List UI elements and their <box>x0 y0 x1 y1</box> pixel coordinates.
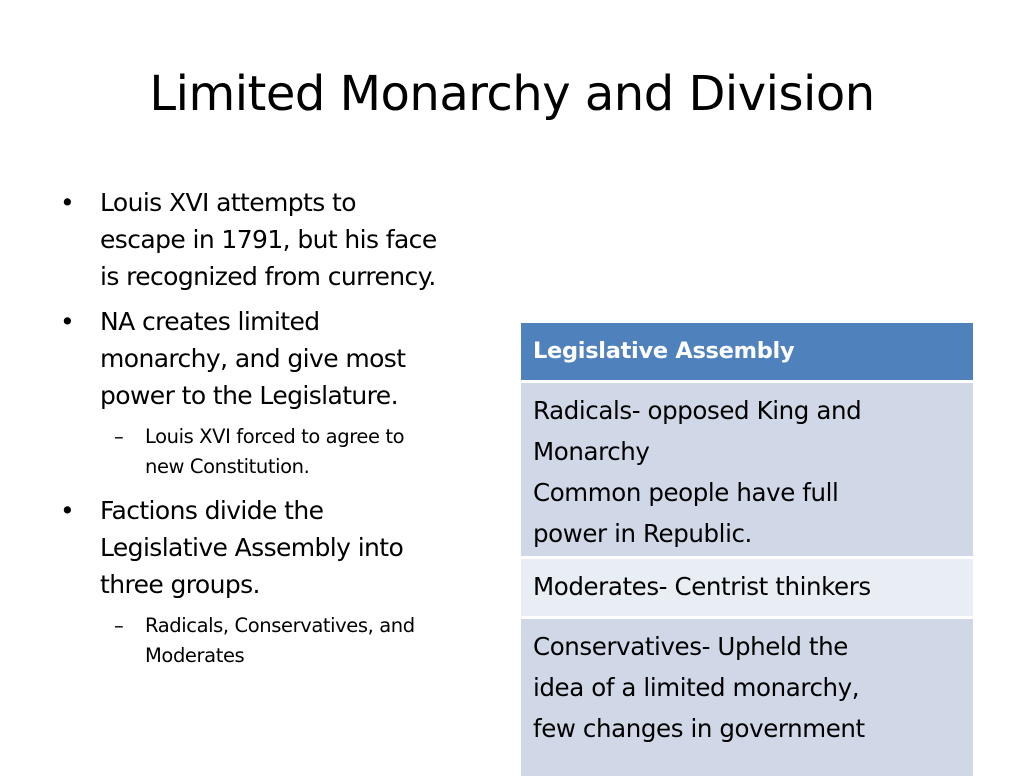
sub-bullet-marker: – <box>114 614 124 637</box>
bullet-line: Louis XVI attempts to <box>100 188 356 217</box>
sub-bullet-marker: – <box>114 425 124 448</box>
table-row-radicals <box>521 383 973 559</box>
table-cell-line: Monarchy <box>533 437 650 466</box>
table-cell-line: idea of a limited monarchy, <box>533 673 860 702</box>
bullet-line: Legislative Assembly into <box>100 533 404 562</box>
bullet-line: three groups. <box>100 570 260 599</box>
bullet-line: monarchy, and give most <box>100 344 406 373</box>
bullet-line: power to the Legislature. <box>100 381 398 410</box>
bullet-line: escape in 1791, but his face <box>100 225 437 254</box>
bullet-marker: • <box>60 496 75 525</box>
table-cell-line: power in Republic. <box>533 519 752 548</box>
bullet-list <box>58 184 498 681</box>
sub-bullet-line: Moderates <box>145 644 245 667</box>
table-cell-line: Radicals- opposed King and <box>533 396 862 425</box>
table-row-moderates <box>521 559 973 619</box>
slide-title: Limited Monarchy and Division <box>149 66 875 122</box>
sub-bullet-line: Radicals, Conservatives, and <box>145 614 415 637</box>
bullet-item <box>58 492 498 603</box>
sub-bullet-item <box>58 422 498 482</box>
table-row-conservatives <box>521 619 973 779</box>
table-cell-line: few changes in government <box>533 714 865 743</box>
bullet-item <box>58 303 498 414</box>
bullet-line: NA creates limited <box>100 307 320 336</box>
sub-bullet-line: new Constitution. <box>145 455 310 478</box>
table-cell-line: Conservatives- Upheld the <box>533 632 848 661</box>
bullet-marker: • <box>60 307 75 336</box>
bullet-marker: • <box>60 188 75 217</box>
table-header: Legislative Assembly <box>521 323 973 383</box>
table-cell-line: Moderates- Centrist thinkers <box>533 572 871 601</box>
bullet-item <box>58 184 498 295</box>
bullet-line: Factions divide the <box>100 496 324 525</box>
sub-bullet-line: Louis XVI forced to agree to <box>145 425 405 448</box>
assembly-table <box>520 323 973 779</box>
bullet-line: is recognized from currency. <box>100 262 436 291</box>
sub-bullet-item <box>58 611 498 671</box>
table-cell-line: Common people have full <box>533 478 839 507</box>
